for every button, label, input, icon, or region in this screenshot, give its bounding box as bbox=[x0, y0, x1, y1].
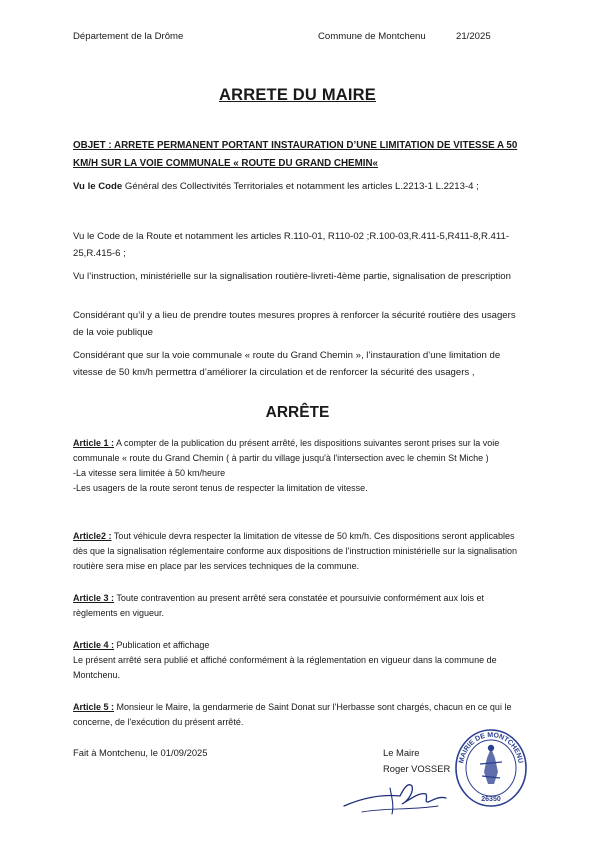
article-2-text: Tout véhicule devra respecter la limitation de vitesse de 50 km/h. Ces dispositions seront applicables dès que la signalisation réglementaire conforme aux dispositions de l'instruction ministérielle sur la signalisation routière sera mise en place par les services techniques de la commune. bbox=[73, 531, 517, 571]
consideration-1 bbox=[73, 178, 525, 195]
department-label: Département de la Drôme bbox=[73, 31, 184, 42]
consideration-2: Vu le Code de la Route et notamment les articles R.110-01, R110-02 ;R.100-03,R.411-5,R411-8,R.411-25,R.415-6 ; bbox=[73, 231, 510, 259]
article-1 bbox=[73, 436, 528, 496]
article-4-title: Publication et affichage bbox=[114, 640, 210, 650]
article-1-line-2: -La vitesse sera limitée à 50 km/heure bbox=[73, 468, 226, 478]
article-3-label: Article 3 : bbox=[73, 593, 115, 603]
article-2-label: Article2 : bbox=[73, 531, 112, 541]
article-1-label: Article 1 : bbox=[73, 438, 115, 448]
mayor-role: Le Maire bbox=[383, 747, 420, 758]
consideration-5: Considérant que sur la voie communale « route du Grand Chemin », l’instauration d’une limitation de vitesse de 50 km/h permettra d’améliorer la circulation et de renforcer la sécurité des usagers , bbox=[73, 350, 501, 378]
consideration-3: Vu l’instruction, ministérielle sur la signalisation routière-livreti-4ème partie, signalisation de prescription bbox=[73, 271, 511, 282]
place-date: Fait à Montchenu, le 01/09/2025 bbox=[73, 747, 208, 758]
page-title bbox=[0, 86, 595, 105]
article-1-text: A compter de la publication du présent arrêté, les dispositions suivantes seront prises sur la voie communale « route du Grand Chemin ( à partir du village jusqu'à l'intersection avec le chemin St Miche ) bbox=[73, 438, 500, 463]
article-3 bbox=[73, 591, 528, 621]
article-5-text: Monsieur le Maire, la gendarmerie de Saint Donat sur l'Herbasse sont chargés, chacun en ce qui le concerne, de l'exécution du présent arrêté. bbox=[73, 702, 512, 727]
article-2 bbox=[73, 529, 528, 574]
consideration-1-text: Général des Collectivités Territoriales et notamment les articles L.2213-1 L.2213-4 ; bbox=[122, 181, 479, 192]
commune-label: Commune de Montchenu bbox=[318, 31, 426, 42]
handwritten-signature bbox=[342, 768, 452, 818]
article-1-line-3: -Les usagers de la route seront tenus de respecter la limitation de vitesse. bbox=[73, 483, 368, 493]
article-5 bbox=[73, 700, 528, 730]
mayor-name: Roger VOSSER bbox=[383, 763, 451, 774]
article-4-text: Le présent arrêté sera publié et affiché conformément à la réglementation en vigueur dans la commune de Montchenu. bbox=[73, 655, 497, 680]
article-4-label: Article 4 : bbox=[73, 640, 115, 650]
decree-number: 21/2025 bbox=[456, 31, 491, 42]
consideration-4: Considérant qu’il y a lieu de prendre toutes mesures propres à renforcer la sécurité routière des usagers de la voie publique bbox=[73, 310, 516, 338]
consideration-1-bold: Vu le Code bbox=[73, 181, 123, 192]
seal-postal: 26350 bbox=[481, 796, 501, 803]
article-4 bbox=[73, 638, 528, 683]
page-title-text: ARRETE DU MAIRE bbox=[218, 86, 376, 104]
objet-line: OBJET : ARRETE PERMANENT PORTANT INSTAURATION D’UNE LIMITATION DE VITESSE A 50 KM/H SUR LA VOIE COMMUNALE « ROUTE DU GRAND CHEMIN« bbox=[73, 140, 518, 169]
seal-top-text: MAIRIE DE MONTCHENU bbox=[458, 731, 524, 765]
official-seal-icon bbox=[454, 728, 528, 808]
article-5-label: Article 5 : bbox=[73, 702, 115, 712]
arrete-heading: ARRÊTE bbox=[265, 404, 330, 421]
article-3-text: Toute contravention au present arrêté sera constatée et poursuivie conformément aux lois et règlements en vigueur. bbox=[73, 593, 485, 618]
